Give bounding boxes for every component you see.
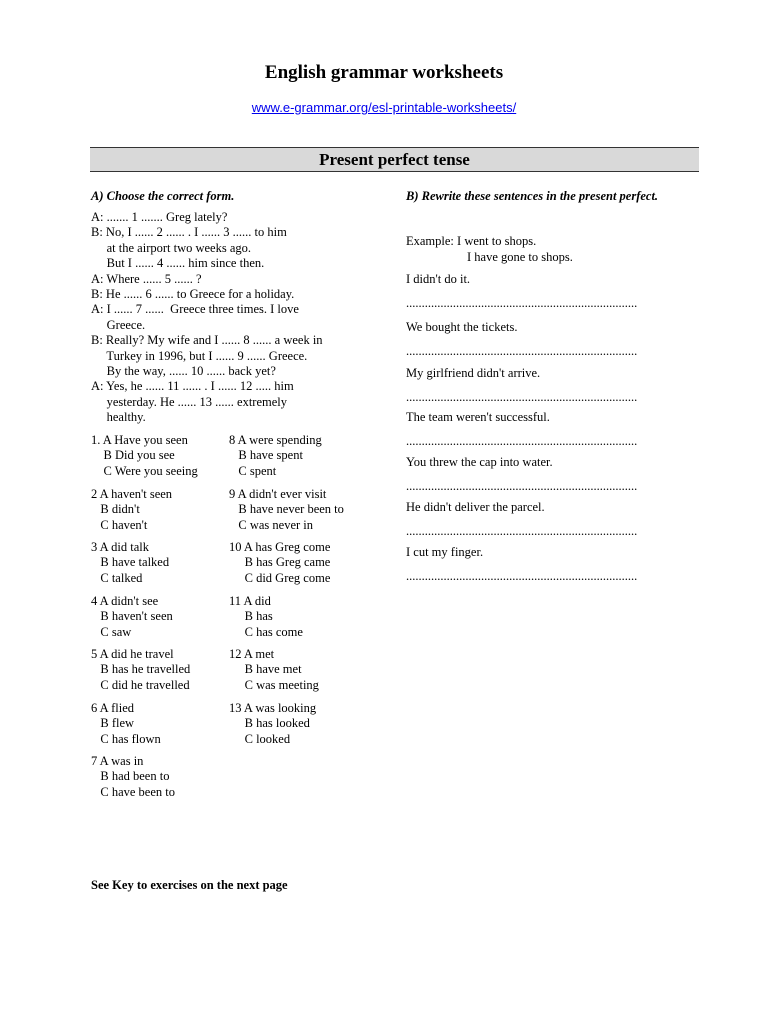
dialogue-line: By the way, ...... 10 ...... back yet? [91,364,276,378]
rewrite-sentence: I didn't do it. [406,272,471,286]
option-line: 12 A met [229,647,275,661]
dialogue-line: A: Where ...... 5 ...... ? [91,271,202,286]
section-b-heading: B) Rewrite these sentences in the present perfect. [406,189,659,203]
option-line: 3 A did talk [91,540,149,554]
option-line: C has flown [91,731,161,746]
option-line: 7 A was in [91,754,144,768]
dialogue-line: But I ...... 4 ...... him since then. [91,256,265,271]
section-a-heading: A) Choose the correct form. [91,189,235,203]
dialogue-line: at the airport two weeks ago. [91,240,252,255]
answer-line: .......................................................................... [406,569,638,583]
dialogue-line: yesterday. He ...... 13 ...... extremely [91,394,288,409]
rewrite-sentence: He didn't deliver the parcel. [406,500,545,514]
option-line: 4 A didn't see [91,594,159,608]
dialogue-line: healthy. [91,410,146,425]
rewrite-sentence: The team weren't successful. [406,410,550,424]
dialogue-line: A: ....... 1 ....... Greg lately? [91,210,228,224]
rewrite-sentence: I cut my finger. [406,545,484,559]
option-line: C did he travelled [91,677,190,692]
option-line: B has looked [229,716,310,731]
option-line: B have spent [229,448,303,463]
answer-line: .......................................................................... [406,390,638,404]
dialogue-line: Turkey in 1996, but I ...... 9 ...... Greece. [91,348,308,363]
option-line: B had been to [91,769,170,784]
dialogue-line: B: Really? My wife and I ...... 8 ...... a week in [91,333,323,348]
worksheet-url-link[interactable]: www.e-grammar.org/esl-printable-worksheets/ [251,100,517,115]
option-line: C haven't [91,517,148,532]
dialogue-line: B: He ...... 6 ...... to Greece for a holiday. [91,287,295,301]
option-line: C did Greg come [229,570,331,585]
option-line: B have talked [91,555,170,570]
answer-line: .......................................................................... [406,434,638,448]
option-line: B didn't [91,502,140,517]
option-line: C has come [229,624,303,639]
option-line: 1. A Have you seen [91,433,188,447]
option-line: B has Greg came [229,555,331,570]
option-line: 8 A were spending [229,433,322,447]
answer-line: .......................................................................... [406,524,638,538]
rewrite-sentence: You threw the cap into water. [406,455,553,469]
option-line: C talked [91,570,143,585]
answer-line: .......................................................................... [406,344,638,358]
dialogue-line: A: Yes, he ...... 11 ...... . I ...... 12 ..... him [91,379,294,394]
option-line: C was meeting [229,677,319,692]
option-line: B has [229,609,273,624]
dialogue-line: Greece. [91,317,146,332]
option-line: 5 A did he travel [91,647,174,661]
worksheet-link-wrapper [0,100,768,115]
option-line: 6 A flied [91,701,135,715]
topic-banner: Present perfect tense [90,147,699,172]
option-line: B haven't seen [91,609,173,624]
option-line: C was never in [229,517,314,532]
option-line: C have been to [91,784,176,799]
option-line: B has he travelled [91,662,191,677]
answer-line: .......................................................................... [406,296,638,310]
option-line: 2 A haven't seen [91,487,173,501]
option-line: B have never been to [229,502,344,517]
example-line-1: Example: I went to shops. [406,234,537,248]
option-line: 9 A didn't ever visit [229,487,327,501]
option-line: C looked [229,731,291,746]
dialogue-line: A: I ...... 7 ...... Greece three times. I love [91,302,299,317]
option-line: C Were you seeing [91,463,198,478]
option-line: 11 A did [229,594,271,608]
option-line: 13 A was looking [229,701,317,715]
option-line: B flew [91,716,135,731]
option-line: B Did you see [91,448,175,463]
rewrite-sentence: My girlfriend didn't arrive. [406,366,541,380]
rewrite-sentence: We bought the tickets. [406,320,518,334]
option-line: C saw [91,624,132,639]
worksheet-title: English grammar worksheets [264,62,504,83]
key-note: See Key to exercises on the next page [91,878,288,892]
option-line: B have met [229,662,302,677]
option-line: C spent [229,463,277,478]
answer-line: .......................................................................... [406,479,638,493]
option-line: 10 A has Greg come [229,540,331,554]
example-line-2: I have gone to shops. [467,250,573,264]
dialogue-line: B: No, I ...... 2 ...... . I ...... 3 ...... to him [91,225,287,240]
